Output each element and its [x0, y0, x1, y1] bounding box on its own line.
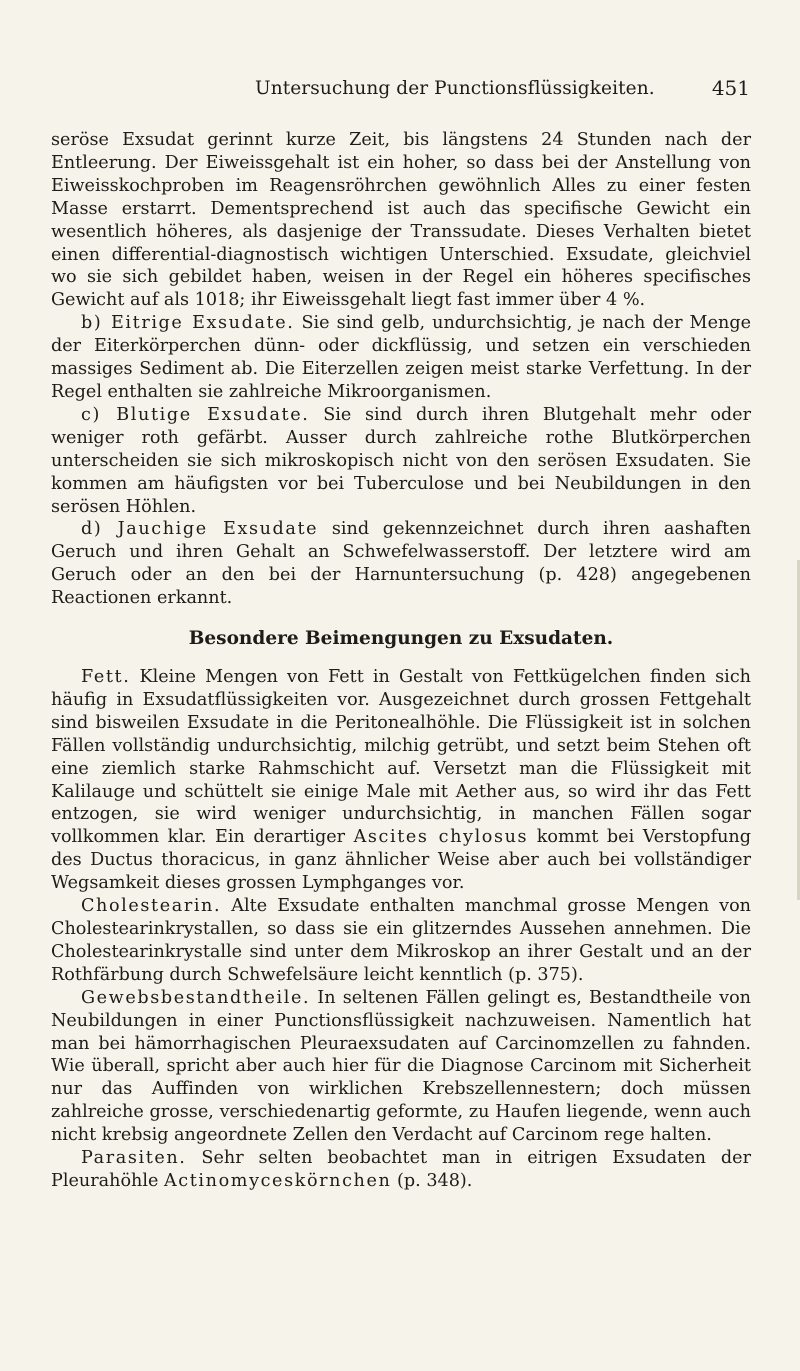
paragraph-parasiten — [51, 1147, 751, 1193]
body-text — [51, 129, 751, 1193]
paragraph-text: kommt bei Verstopfung des Ductus thoracicus, in ganz ähnlicher Weise aber auch bei vollständiger Wegsamkeit dieses grossen Lymphganges vor. — [51, 827, 752, 894]
paragraph-fett — [51, 666, 751, 895]
page-number: 451 — [711, 76, 750, 100]
paragraph-jauchige-exsudate — [51, 518, 751, 610]
paragraph-text: Sehr selten beobachtet man in eitrigen Exsudaten der Pleurahöhle — [51, 1148, 751, 1191]
running-title: Untersuchung der Punctionsflüssigkeiten. — [255, 78, 655, 99]
paragraph-text: Alte Exsudate enthalten manchmal grosse Mengen von Cholestearinkrystallen, so dass sie ein glitzerndes Aussehen annehmen. Die Cholestearinkrystalle sind unter dem Mikroskop an ihrer Gestalt und an der Rothfärbung durch Schwefelsäure leicht kenntlich (p. 375). — [51, 896, 751, 985]
paragraph-blutige-exsudate — [51, 404, 751, 519]
item-lead: d) Jauchige Exsudate — [81, 519, 319, 540]
paragraph-text: Kleine Mengen von Fett in Gestalt von Fettkügelchen finden sich häufig in Exsudatflüssigkeiten vor. Ausgezeichnet durch grossen Fettgehalt sind bisweilen Exsudate in die Peritonealhöhle. Die Flüssigkeit ist in solchen Fällen vollständig undurchsichtig, milchig getrübt, und setzt beim Stehen oft eine ziemlich starke Rahmschicht auf. Versetzt man die Flüssigkeit mit Kalilauge und schüttelt sie einige Male mit Aether aus, so wird ihr das Fett entzogen, sie wird weniger undurchsichtig, in manchen Fällen sogar vollkommen klar. Ein derartiger — [51, 667, 751, 848]
item-lead: c) Blutige Exsudate. — [81, 404, 310, 425]
paragraph-text: Sie sind durch ihren Blutgehalt mehr oder weniger roth gefärbt. Ausser durch zahlreiche rothe Blutkörperchen unterscheiden sie sich mikroskopisch nicht von den serösen Exsudaten. Sie kommen am häufigsten vor bei Tuberculose und bei Neubildungen in den serösen Höhlen. — [51, 404, 751, 517]
paragraph-cholestearin — [51, 895, 751, 987]
term-actinomyceskoernchen: Actinomyceskörnchen — [164, 1170, 392, 1191]
paragraph-intro — [51, 129, 751, 312]
paragraph-eitrige-exsudate — [51, 312, 751, 404]
item-lead: Parasiten. — [81, 1148, 187, 1169]
term-ascites-chylosus: Ascites chylosus — [353, 827, 529, 848]
item-lead: b) Eitrige Exsudate. — [81, 313, 295, 334]
item-lead: Fett. — [81, 667, 131, 688]
paragraph-text: sind gekennzeichnet durch ihren aashaften Geruch und ihren Gehalt an Schwefelwasserstoff. Der letztere wird am Geruch oder an den bei der Harnuntersuchung (p. 428) angegebenen Reactionen erkannt. — [51, 519, 751, 609]
section-heading: Besondere Beimengungen zu Exsudaten. — [188, 628, 614, 650]
item-lead: Cholestearin. — [81, 896, 222, 917]
page-header — [0, 78, 800, 108]
paragraph-text: (p. 348). — [391, 1170, 473, 1191]
paragraph-gewebsbestandtheile — [51, 987, 751, 1147]
item-lead: Gewebsbestandtheile. — [81, 987, 311, 1008]
paragraph-text: Sie sind gelb, undurchsichtig, je nach der Menge der Eiterkörperchen dünn- oder dickflüssig, und setzen ein verschieden massiges Sediment ab. Die Eiterzellen zeigen meist starke Verfettung. In der Regel enthalten sie zahlreiche Mikroorganismen. — [51, 313, 751, 402]
paragraph-text: seröse Exsudat gerinnt kurze Zeit, bis längstens 24 Stunden nach der Entleerung. Der Eiweissgehalt ist ein hoher, so dass bei der Anstellung von Eiweisskochproben im Reagensröhrchen gewöhnlich Alles zu einer festen Masse erstarrt. Dementsprechend ist auch das specifische Gewicht ein wesentlich höheres, als dasjenige der Transsudate. Dieses Verhalten bietet einen differential-diagnostisch wichtigen Unterschied. Exsudate, gleichviel wo sie sich gebildet haben, weisen in der Regel ein höheres specifisches Gewicht auf als 1018; ihr Eiweissgehalt liegt fast immer über 4 %. — [51, 130, 751, 311]
paragraph-text: In seltenen Fällen gelingt es, Bestandtheile von Neubildungen in einer Punctionsflüssigkeit nachzuweisen. Namentlich hat man bei hämorrhagischen Pleuraexsudaten auf Carcinomzellen zu fahnden. Wie überall, spricht aber auch hier für die Diagnose Carcinom mit Sicherheit nur das Auffinden von wirklichen Krebszellennestern; doch müssen zahlreiche grosse, verschiedenartig geformte, zu Haufen liegende, wenn auch nicht krebsig angeordnete Zellen den Verdacht auf Carcinom rege halten. — [51, 987, 751, 1146]
